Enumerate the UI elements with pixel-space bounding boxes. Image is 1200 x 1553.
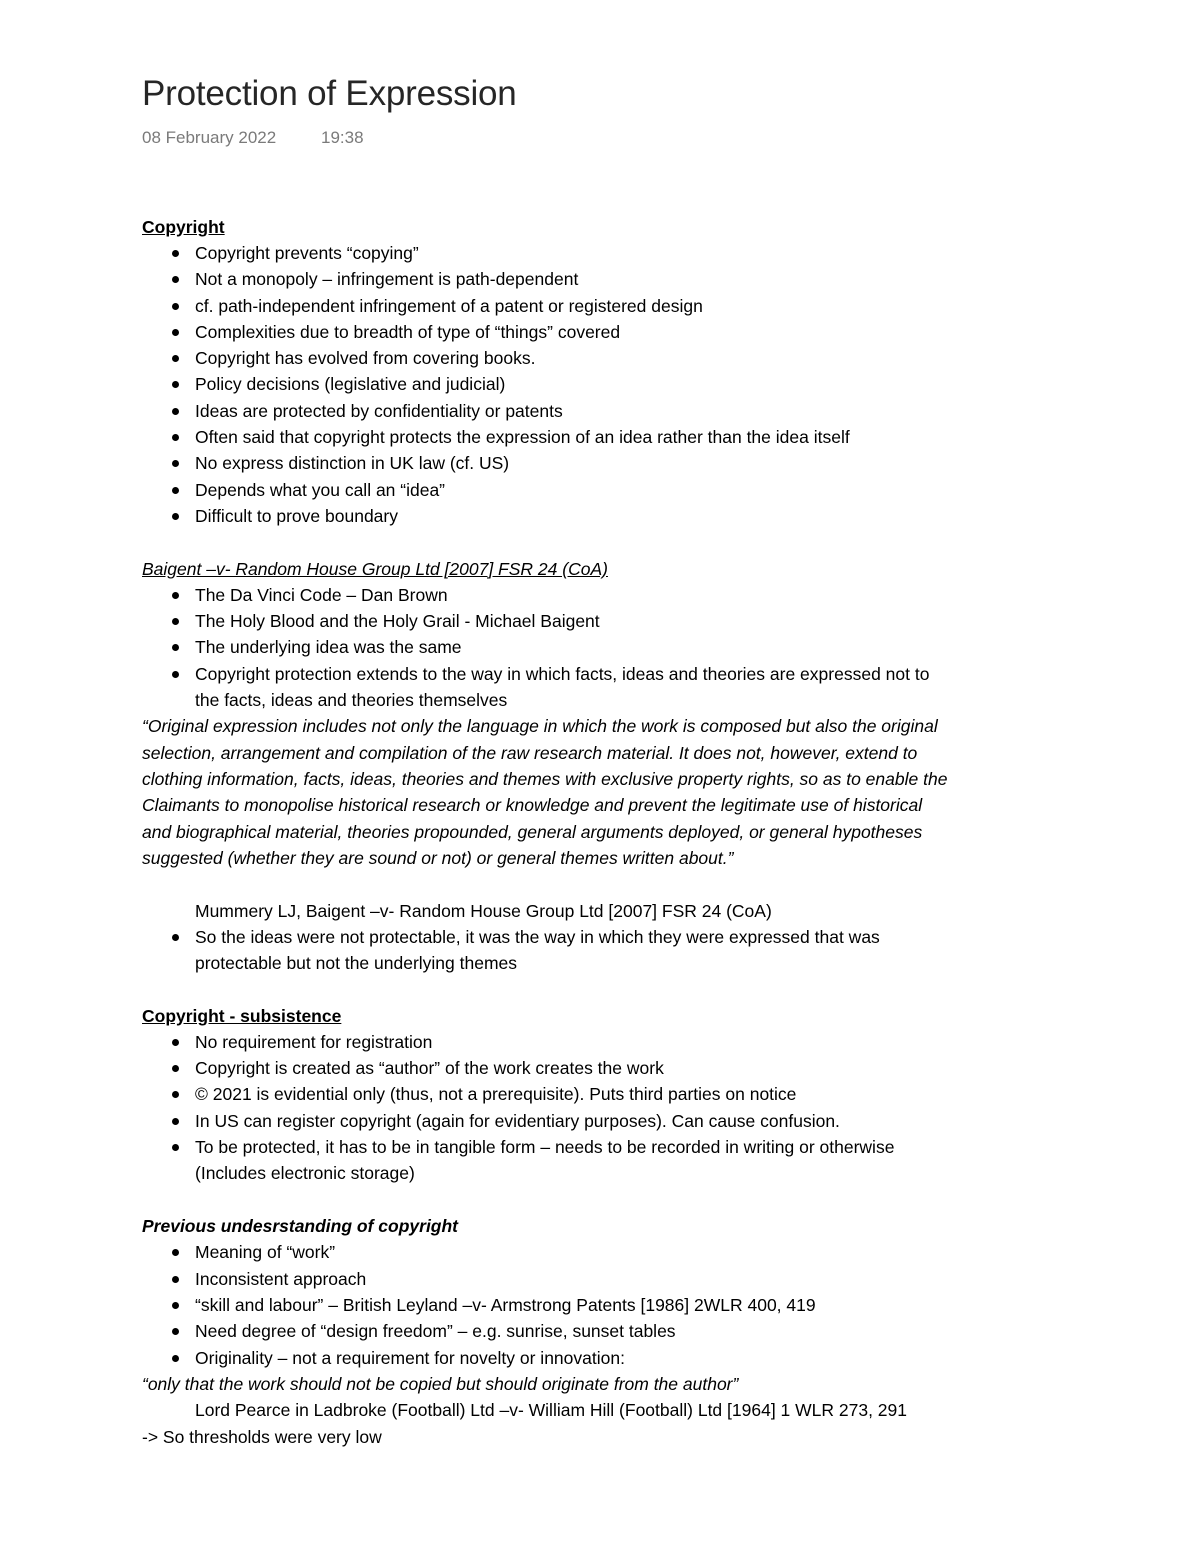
bullet-icon — [172, 303, 179, 310]
bullet-icon — [172, 934, 179, 941]
bullet-icon — [172, 250, 179, 257]
bullet-icon — [172, 276, 179, 283]
bullet-icon — [172, 329, 179, 336]
bullet-icon — [172, 460, 179, 467]
quote-line: “Original expression includes not only the language in which the work is composed but also the original — [142, 716, 938, 736]
bullet-icon — [172, 434, 179, 441]
bullet-icon — [172, 408, 179, 415]
bullet-icon — [172, 592, 179, 599]
bullet-icon — [172, 1328, 179, 1335]
section-heading-previous-understanding: Previous undesrstanding of copyright — [142, 1216, 459, 1236]
bullet-icon — [172, 513, 179, 520]
bullet-icon — [172, 355, 179, 362]
bullet-icon — [172, 1065, 179, 1072]
quote-attribution: Mummery LJ, Baigent –v- Random House Group Ltd [2007] FSR 24 (CoA) — [195, 901, 772, 921]
bullet-icon — [172, 1144, 179, 1151]
quote-line: “only that the work should not be copied but should originate from the author” — [142, 1374, 739, 1394]
list-item-continuation: protectable but not the underlying themes — [195, 953, 518, 973]
bullet-icon — [172, 1249, 179, 1256]
list-item-continuation: (Includes electronic storage) — [195, 1163, 415, 1183]
bullet-icon — [172, 1355, 179, 1362]
bullet-icon — [172, 487, 179, 494]
conclusion-line: -> So thresholds were very low — [142, 1427, 382, 1447]
quote-line: selection, arrangement and compilation of the raw research material. It does not, however, extend to — [142, 743, 918, 763]
note-time: 19:38 — [321, 128, 364, 147]
section-heading-subsistence: Copyright - subsistence — [142, 1006, 342, 1026]
bullet-icon — [172, 671, 179, 678]
page-title: Protection of Expression — [142, 74, 517, 113]
quote-attribution: Lord Pearce in Ladbroke (Football) Ltd –v- William Hill (Football) Ltd [1964] 1 WLR 273, 291 — [195, 1400, 908, 1420]
list-item-continuation: the facts, ideas and theories themselves — [195, 690, 508, 710]
bullet-icon — [172, 1302, 179, 1309]
bullet-icon — [172, 381, 179, 388]
quote-line: Claimants to monopolise historical research or knowledge and prevent the legitimate use of historical — [142, 795, 923, 815]
document-page: Protection of Expression 08 February 2022 19:38 Copyright Copyright prevents “copying” Not a monopoly – infringement is path-dependent cf. path-independent infringement of a patent or registered design Complexities due to breadth of type of “things” covered Copyright has evolved from covering books. Policy decisions (legislative and judicial) Ideas are protected by confidentiality or patents Often said that copyright protects the expression of an idea rather than the idea itself No express distinction in UK law (cf. US) Depends what you call an “idea” Difficult to prove boundary Baigent –v- Random House Group Ltd [2007] FSR 24 (CoA) The Da Vinci Code – Dan Brown The Holy Blood and the Holy Grail - Michael Baigent The underlying idea was the same Copyright protection extends to the way in which facts, ideas and theories are expressed not to the facts, ideas and theories themselves “Original expression includes not only the language in which the work is composed but also the original selection, arrangement and compilation of the raw research material. It does not, however, extend to clothing information, facts, ideas, theories and themes with exclusive property rights, so as to enable the Claimants to monopolise historical research or knowledge and prevent the legitimate use of historical and biographical material, theories propounded, general arguments deployed, or general hypotheses suggested (whether they are sound or not) or general themes written about.” Mummery LJ, Baigent –v- Random House Group Ltd [2007] FSR 24 (CoA) So the ideas were not protectable, it was the way in which they were expressed that was protectable but not the underlying themes Copyright - subsistence No requirement for registration Copyright is created as “author” of the work creates the work © 2021 is evidential only (thus, not a prerequisite). Puts third parties on notice In US can register copyright (again for evidentiary purposes). Can cause confusion. To be protected, it has to be in tangible form – needs to be recorded in writing or otherwise (Includes electronic storage) Previous undesrstanding of copyright Meaning of “work” Inconsistent approach “skill and labour” – British Leyland –v- Armstrong Patents [1986] 2WLR 400, 419 Need degree of “design freedom” – e.g. sunrise, sunset tables Originality – not a requirement for novelty or innovation: “only that the work should not be copied but should originate from the author” Lord Pearce in Ladbroke (Football) Ltd –v- William Hill (Football) Ltd [1964] 1 WLR 273, 291 -> So thresholds were very low — [0, 0, 1200, 1553]
case-heading-baigent: Baigent –v- Random House Group Ltd [2007] FSR 24 (CoA) — [142, 559, 608, 579]
note-date: 08 February 2022 — [142, 128, 277, 147]
quote-line: and biographical material, theories propounded, general arguments deployed, or general hypotheses — [142, 822, 923, 842]
section-heading-copyright: Copyright — [142, 217, 225, 237]
bullet-icon — [172, 1276, 179, 1283]
bullet-icon — [172, 1118, 179, 1125]
quote-line: suggested (whether they are sound or not) or general themes written about.” — [142, 848, 734, 868]
bullet-icon — [172, 1091, 179, 1098]
bullet-icon — [172, 618, 179, 625]
bullet-icon — [172, 644, 179, 651]
quote-line: clothing information, facts, ideas, theories and themes with exclusive property rights, so as to enable the — [142, 769, 948, 789]
bullet-icon — [172, 1039, 179, 1046]
